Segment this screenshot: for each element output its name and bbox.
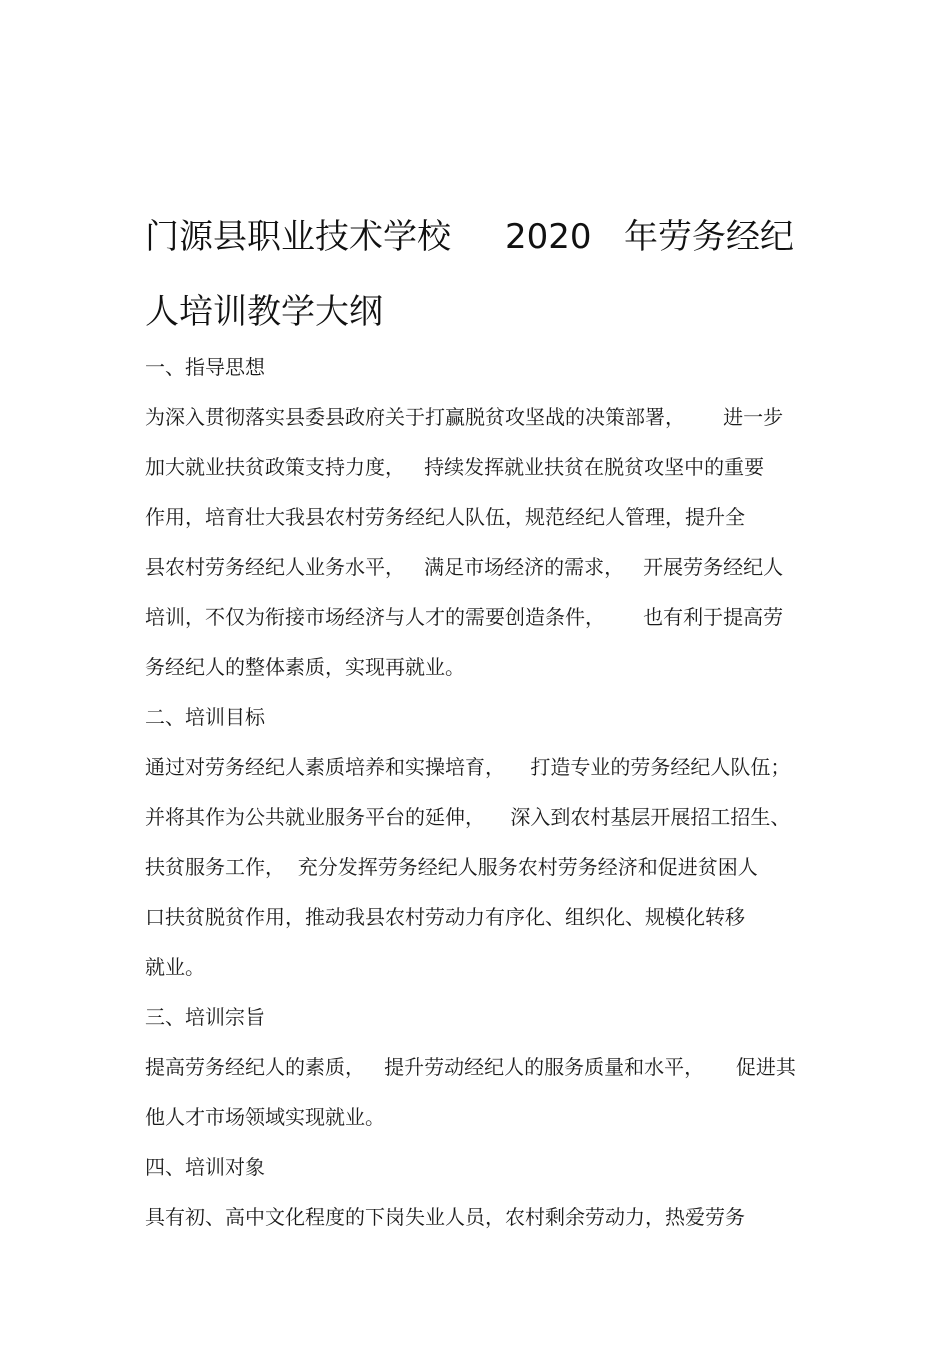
paragraph-line: 口扶贫脱贫作用，推动我县农村劳动力有序化、组织化、规模化转移 xyxy=(145,905,745,929)
paragraph-line: 他人才市场领域实现就业。 xyxy=(145,1105,385,1129)
paragraph-line: 具有初、高中文化程度的下岗失业人员，农村剩余劳动力，热爱劳务 xyxy=(145,1205,745,1229)
section-heading-training-targets: 四、培训对象 xyxy=(145,1155,265,1179)
paragraph-line: 务经纪人的整体素质，实现再就业。 xyxy=(145,655,465,679)
paragraph-line: 加大就业扶贫政策支持力度， 持续发挥就业扶贫在脱贫攻坚中的重要 xyxy=(145,455,765,479)
paragraph-line: 作用，培育壮大我县农村劳务经纪人队伍，规范经纪人管理，提升全 xyxy=(145,505,745,529)
document-title-line-1: 门源县职业技术学校 2020 年劳务经纪 xyxy=(145,217,794,257)
paragraph-line: 县农村劳务经纪人业务水平， 满足市场经济的需求， 开展劳务经纪人 xyxy=(145,555,784,579)
paragraph-line: 通过对劳务经纪人素质培养和实操培育， 打造专业的劳务经纪人队伍； xyxy=(145,755,791,779)
paragraph-line: 为深入贯彻落实县委县政府关于打赢脱贫攻坚战的决策部署， 进一步 xyxy=(145,405,784,429)
paragraph-line: 培训，不仅为衔接市场经济与人才的需要创造条件， 也有利于提高劳 xyxy=(145,605,784,629)
document-title-line-2: 人培训教学大纲 xyxy=(145,292,383,332)
paragraph-line: 扶贫服务工作， 充分发挥劳务经纪人服务农村劳务经济和促进贫困人 xyxy=(145,855,758,879)
paragraph-line: 就业。 xyxy=(145,955,205,979)
paragraph-line: 提高劳务经纪人的素质， 提升劳动经纪人的服务质量和水平， 促进其 xyxy=(145,1055,796,1079)
paragraph-line: 并将其作为公共就业服务平台的延伸， 深入到农村基层开展招工招生、 xyxy=(145,805,791,829)
section-heading-training-purpose: 三、培训宗旨 xyxy=(145,1005,265,1029)
section-heading-guiding-ideology: 一、指导思想 xyxy=(145,355,265,379)
section-heading-training-goals: 二、培训目标 xyxy=(145,705,265,729)
